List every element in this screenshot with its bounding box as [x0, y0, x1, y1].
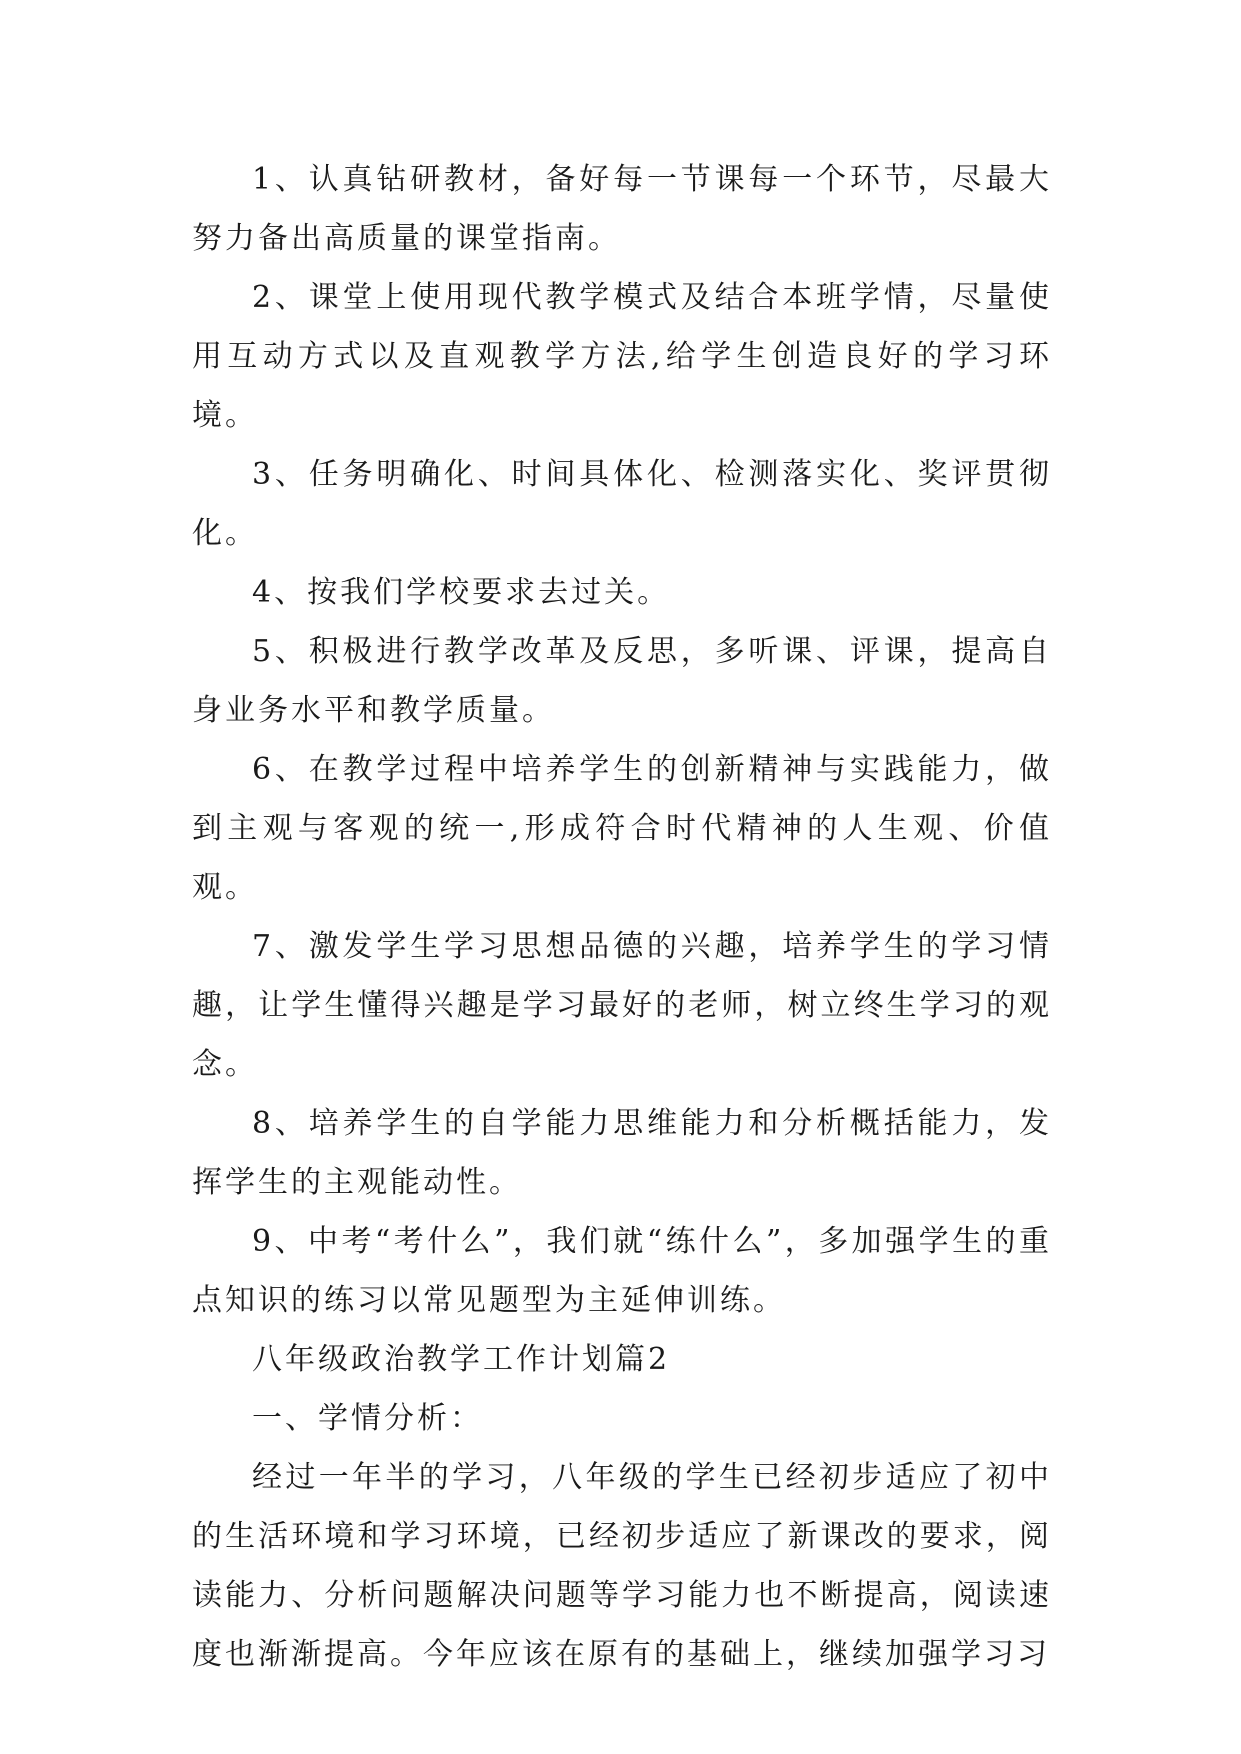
paragraph-item-5: 5、积极进行教学改革及反思，多听课、评课，提高自身业务水平和教学质量。	[192, 634, 1052, 728]
paragraph-item-7: 7、激发学生学习思想品德的兴趣，培养学生的学习情趣，让学生懂得兴趣是学习最好的老师，树立终生学习的观念。	[192, 929, 1052, 1082]
paragraph-item-9: 9、中考“考什么”，我们就“练什么”，多加强学生的重点知识的练习以常见题型为主延伸训练。	[192, 1224, 1052, 1318]
paragraph-item-2: 2、课堂上使用现代教学模式及结合本班学情，尽量使用互动方式以及直观教学方法,给学生创造良好的学习环境。	[192, 280, 1052, 433]
document-body	[192, 150, 1052, 1684]
paragraph-item-6: 6、在教学过程中培养学生的创新精神与实践能力，做到主观与客观的统一,形成符合时代精神的人生观、价值观。	[192, 752, 1052, 905]
analysis-paragraph: 经过一年半的学习，八年级的学生已经初步适应了初中的生活环境和学习环境，已经初步适应了新课改的要求，阅读能力、分析问题解决问题等学习能力也不断提高，阅读速度也渐渐提高。今年应该在原有的基础上，继续加强学习习	[192, 1460, 1052, 1672]
paragraph-item-3: 3、任务明确化、时间具体化、检测落实化、奖评贯彻化。	[192, 457, 1052, 551]
subsection-heading: 一、学情分析：	[252, 1401, 483, 1436]
paragraph-item-1: 1、认真钻研教材，备好每一节课每一个环节，尽最大努力备出高质量的课堂指南。	[192, 162, 1052, 256]
section-heading: 八年级政治教学工作计划篇2	[252, 1342, 671, 1377]
paragraph-item-4: 4、按我们学校要求去过关。	[252, 575, 671, 610]
paragraph-item-8: 8、培养学生的自学能力思维能力和分析概括能力，发挥学生的主观能动性。	[192, 1106, 1052, 1200]
